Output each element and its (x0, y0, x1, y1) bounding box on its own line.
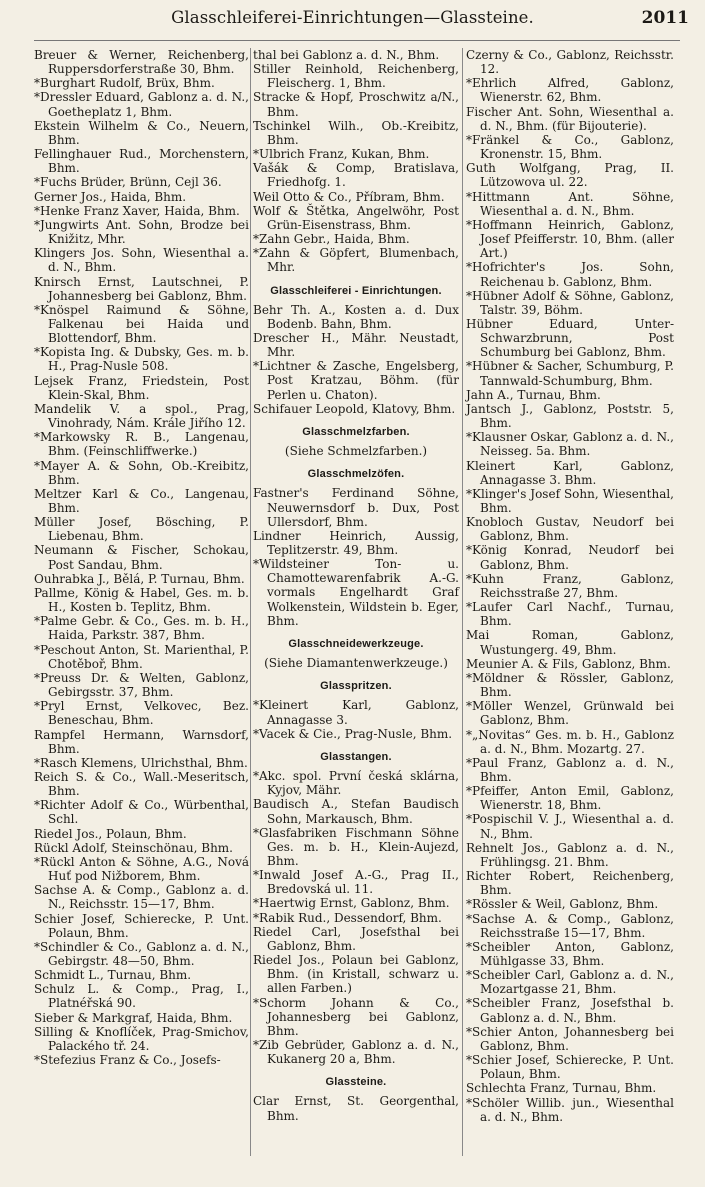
cross-reference: (Siehe Schmelzfarben.) (284, 444, 428, 459)
list-item: Stracke & Hopf, Proschwitz a/N., Bhm. (253, 90, 459, 119)
list-item: *Peschout Anton, St. Marienthal, P. Chotěboř, Bhm. (34, 642, 249, 671)
list-item: Stiller Reinhold, Reichenberg, Fleischerg. 1, Bhm. (253, 62, 459, 91)
list-item: *Jungwirts Ant. Sohn, Brodze bei Knižitz, Mhr. (34, 217, 249, 247)
header-rule (34, 40, 680, 41)
list-item: *Schindler & Co., Gablonz a. d. N., Gebirgstr. 48—50, Bhm. (34, 939, 249, 968)
list-item: Lindner Heinrich, Aussig, Teplitzerstr. 49, Bhm. (253, 528, 459, 557)
list-item: *Ulbrich Franz, Kukan, Bhm. (253, 147, 430, 162)
list-item: *Vacek & Cie., Prag-Nusle, Bhm. (253, 726, 453, 741)
list-item: Schmidt L., Turnau, Bhm. (34, 968, 192, 983)
list-item: Sachse A. & Comp., Gablonz a. d. N., Reichsstr. 15—17, Bhm. (34, 883, 249, 912)
list-item: Schier Josef, Schierecke, P. Unt. Polaun, Bhm. (34, 911, 249, 940)
list-item: Sieber & Markgraf, Haida, Bhm. (34, 1010, 233, 1025)
list-item: Gerner Jos., Haida, Bhm. (34, 189, 187, 204)
list-item: *Rössler & Weil, Gablonz, Bhm. (466, 897, 659, 912)
list-item: *Zib Gebrüder, Gablonz a. d. N., Kukanerg 20 a, Bhm. (253, 1038, 459, 1067)
list-item: *Kopista Ing. & Dubsky, Ges. m. b. H., Prag-Nusle 508. (34, 345, 249, 374)
section-heading-steine: Glassteine. (325, 1076, 387, 1089)
list-item: Baudisch A., Stefan Baudisch Sohn, Markausch, Bhm. (253, 797, 459, 826)
list-item: Knirsch Ernst, Lautschnei, P. Johannesberg bei Gablonz, Bhm. (34, 274, 249, 303)
list-item: *Rasch Klemens, Ulrichsthal, Bhm. (34, 755, 248, 770)
list-item: Clar Ernst, St. Georgenthal, Bhm. (253, 1094, 459, 1123)
list-item: *Laufer Carl Nachf., Turnau, Bhm. (466, 600, 674, 629)
list-item: Kleinert Karl, Gablonz, Annagasse 3. Bhm. (466, 458, 674, 487)
list-item: *Glasfabriken Fischmann Söhne Ges. m. b. H., Klein-Aujezd, Bhm. (253, 825, 459, 868)
list-item: *Dressler Eduard, Gablonz a. d. N., Goetheplatz 1, Bhm. (34, 90, 249, 119)
list-item: Knobloch Gustav, Neudorf bei Gablonz, Bhm. (466, 515, 674, 544)
list-item: *Markowsky R. B., Langenau, Bhm. (Feinschliffwerke.) (34, 430, 249, 459)
list-item: Wolf & Štětka, Angelwöhr, Post Grün-Eisenstrass, Bhm. (253, 203, 459, 232)
column-3 (466, 48, 674, 1124)
list-item: *Ehrlich Alfred, Gablonz, Wienerstr. 62, Bhm. (466, 76, 674, 105)
list-item: *Hofrichter's Jos. Sohn, Reichenau b. Gablonz, Bhm. (466, 260, 674, 289)
list-item: Vašák & Comp, Bratislava, Friedhofg. 1. (253, 161, 459, 190)
list-item: *Mayer A. & Sohn, Ob.-Kreibitz, Bhm. (34, 458, 249, 487)
page-number: 2011 (641, 8, 689, 28)
list-item: *Scheibler Anton, Gablonz, Mühlgasse 33, Bhm. (466, 939, 674, 968)
list-item: *Scheibler Carl, Gablonz a. d. N., Mozartgasse 21, Bhm. (466, 968, 674, 997)
section-heading-schmelzfarben: Glasschmelzfarben. (302, 425, 410, 438)
list-item: Reich S. & Co., Wall.-Meseritsch, Bhm. (34, 769, 249, 799)
list-item: *Akc. spol. První česká sklárna, Kyjov, Mähr. (253, 769, 459, 798)
list-item: *Pfeiffer, Anton Emil, Gablonz, Wienerstr. 18, Bhm. (466, 784, 674, 813)
column-2 (253, 48, 459, 1123)
list-item: Silling & Knoflíček, Prag-Smichov, Palackého tř. 24. (34, 1024, 249, 1053)
list-item: Schulz L. & Comp., Prag, I., Platnéřská 90. (34, 982, 249, 1011)
section-heading-schmelzoefen: Glasschmelzöfen. (307, 468, 405, 481)
list-item: Schifauer Leopold, Klatovy, Bhm. (253, 401, 456, 416)
list-item: *Schier Josef, Schierecke, P. Unt. Polaun, Bhm. (466, 1053, 674, 1082)
list-item: *Schöler Willib. jun., Wiesenthal a. d. N., Bhm. (466, 1095, 674, 1124)
list-item: *Hittmann Ant. Söhne, Wiesenthal a. d. N., Bhm. (466, 189, 674, 218)
list-item: Behr Th. A., Kosten a. d. Dux Bodenb. Bahn, Bhm. (253, 302, 459, 331)
list-item: *Preuss Dr. & Welten, Gablonz, Gebirgsstr. 37, Bhm. (34, 670, 249, 700)
list-item: *Wildsteiner Ton- u. Chamottewarenfabrik A.-G. vormals Engelhardt Graf Wolkenstein, Wildstein b. Eger, Bhm. (253, 557, 459, 628)
list-item: *Scheibler Franz, Josefsthal b. Gablonz a. d. N., Bhm. (466, 996, 674, 1025)
list-item: Riedel Jos., Polaun, Bhm. (34, 826, 187, 841)
list-item: Rehnelt Jos., Gablonz a. d. N., Frühlingsg. 21. Bhm. (466, 840, 674, 869)
list-item: *Rabik Rud., Dessendorf, Bhm. (253, 910, 442, 925)
list-item: Riedel Jos., Polaun bei Gablonz, Bhm. (in Kristall, schwarz u. allen Farben.) (253, 953, 459, 996)
column-divider (462, 48, 463, 1156)
list-item: *Haertwig Ernst, Gablonz, Bhm. (253, 896, 450, 911)
list-item: Jantsch J., Gablonz, Poststr. 5, Bhm. (466, 401, 674, 431)
cross-reference: (Siehe Diamantenwerkzeuge.) (264, 656, 448, 671)
list-item: Breuer & Werner, Reichenberg, Ruppersdorferstraße 30, Bhm. (34, 48, 249, 77)
list-item: Meunier A. & Fils, Gablonz, Bhm. (466, 656, 671, 671)
list-item: *„Novitas“ Ges. m. b. H., Gablonz a. d. N., Bhm. Mozartg. 27. (466, 727, 674, 756)
section-heading-einrichtungen: Glasschleiferei - Einrichtungen. (270, 284, 442, 297)
list-item: Fellinghauer Rud., Morchenstern, Bhm. (34, 147, 249, 176)
page-title: Glasschleiferei-Einrichtungen—Glassteine. (171, 8, 534, 27)
list-item: Czerny & Co., Gablonz, Reichsstr. 12. (466, 48, 674, 77)
list-item: Ouhrabka J., Bělá, P. Turnau, Bhm. (34, 571, 245, 586)
list-item: *Fränkel & Co., Gablonz, Kronenstr. 15, Bhm. (466, 132, 674, 162)
list-item: *Inwald Josef A.-G., Prag II., Bredovská ul. 11. (253, 868, 459, 897)
list-item: *Richter Adolf & Co., Würbenthal, Schl. (34, 798, 249, 827)
list-item: Müller Josef, Bösching, P. Liebenau, Bhm. (34, 515, 249, 544)
list-item: *Schier Anton, Johannesberg bei Gablonz, Bhm. (466, 1024, 674, 1053)
list-item: Hübner Eduard, Unter-Schwarzbrunn, Post Schumburg bei Gablonz, Bhm. (466, 316, 674, 360)
list-item: *Schorm Johann & Co., Johannesberg bei Gablonz, Bhm. (253, 995, 459, 1038)
list-item: Jahn A., Turnau, Bhm. (466, 387, 601, 402)
list-item: Rückl Adolf, Steinschönau, Bhm. (34, 840, 233, 855)
list-item: *Pryl Ernst, Velkovec, Bez. Beneschau, Bhm. (34, 699, 249, 728)
list-item: *Klinger's Josef Sohn, Wiesenthal, Bhm. (466, 486, 674, 515)
list-item: *Henke Franz Xaver, Haida, Bhm. (34, 203, 240, 218)
list-item: *Hübner & Sacher, Schumburg, P. Tannwald-Schumburg, Bhm. (466, 359, 674, 388)
list-item: *Knöspel Raimund & Söhne, Falkenau bei Haida und Blottendorf, Bhm. (34, 302, 249, 346)
list-item: Fischer Ant. Sohn, Wiesenthal a. d. N., Bhm. (für Bijouterie). (466, 104, 674, 133)
list-item: *Möldner & Rössler, Gablonz, Bhm. (466, 670, 674, 700)
list-item: Riedel Carl, Josefsthal bei Gablonz, Bhm. (253, 924, 459, 953)
list-item: *Zahn Gebr., Haida, Bhm. (253, 232, 410, 247)
section-heading-schneidewerkzeuge: Glasschneidewerkzeuge. (288, 637, 424, 650)
list-item: *Kuhn Franz, Gablonz, Reichsstraße 27, Bhm. (466, 571, 674, 600)
section-heading-stangen: Glasstangen. (320, 750, 392, 763)
list-item: Ekstein Wilhelm & Co., Neuern, Bhm. (34, 118, 249, 147)
section-heading-spritzen: Glasspritzen. (320, 680, 392, 693)
list-item: *König Konrad, Neudorf bei Gablonz, Bhm. (466, 543, 674, 572)
list-item: *Palme Gebr. & Co., Ges. m. b. H., Haida, Parkstr. 387, Bhm. (34, 614, 249, 643)
list-item: Rampfel Hermann, Warnsdorf, Bhm. (34, 727, 249, 756)
list-item: *Hübner Adolf & Söhne, Gablonz, Talstr. 39, Böhm. (466, 288, 674, 317)
list-item: Lejsek Franz, Friedstein, Post Klein-Skal, Bhm. (34, 373, 249, 402)
list-item: *Kleinert Karl, Gablonz, Annagasse 3. (253, 698, 459, 727)
list-item: *Stefezius Franz & Co., Josefs- (34, 1053, 221, 1068)
list-item: Pallme, König & Habel, Ges. m. b. H., Kosten b. Teplitz, Bhm. (34, 585, 249, 615)
list-item: *Zahn & Göpfert, Blumenbach, Mhr. (253, 246, 459, 275)
list-item: *Fuchs Brüder, Brünn, Cejl 36. (34, 175, 222, 190)
list-item: *Rückl Anton & Söhne, A.G., Nová Huť pod Nižborem, Bhm. (34, 854, 249, 884)
list-item: *Hoffmann Heinrich, Gablonz, Josef Pfeifferstr. 10, Bhm. (aller Art.) (466, 217, 674, 261)
list-item: thal bei Gablonz a. d. N., Bhm. (253, 48, 440, 62)
list-item: Fastner's Ferdinand Söhne, Neuwernsdorf b. Dux, Post Ullersdorf, Bhm. (253, 486, 459, 529)
list-item: Mai Roman, Gablonz, Wustungerg. 49, Bhm. (466, 628, 674, 657)
list-item: Neumann & Fischer, Schokau, Post Sandau, Bhm. (34, 543, 249, 572)
column-divider (250, 48, 251, 1156)
list-item: *Sachse A. & Comp., Gablonz, Reichsstraße 15—17, Bhm. (466, 911, 674, 940)
list-item: Richter Robert, Reichenberg, Bhm. (466, 869, 674, 898)
list-item: *Burghart Rudolf, Brüx, Bhm. (34, 76, 215, 91)
list-item: Drescher H., Mähr. Neustadt, Mhr. (253, 330, 459, 360)
list-item: Mandelik V. a spol., Prag, Vinohrady, Nám. Krále Jiřího 12. (34, 401, 249, 431)
list-item: *Möller Wenzel, Grünwald bei Gablonz, Bhm. (466, 699, 674, 728)
list-item: Weil Otto & Co., Příbram, Bhm. (253, 189, 445, 204)
list-item: Tschinkel Wilh., Ob.-Kreibitz, Bhm. (253, 118, 459, 147)
column-1 (34, 48, 249, 1067)
list-item: Meltzer Karl & Co., Langenau, Bhm. (34, 486, 249, 515)
list-item: Guth Wolfgang, Prag, II. Lützowova ul. 22. (466, 161, 674, 190)
list-item: *Paul Franz, Gablonz a. d. N., Bhm. (466, 755, 674, 784)
page-header (0, 6, 705, 36)
list-item: *Pospischil V. J., Wiesenthal a. d. N., Bhm. (466, 812, 674, 841)
list-item: Klingers Jos. Sohn, Wiesenthal a. d. N., Bhm. (34, 246, 249, 275)
list-item: Schlechta Franz, Turnau, Bhm. (466, 1081, 657, 1096)
list-item: *Klausner Oskar, Gablonz a. d. N., Neisseg. 5a. Bhm. (466, 430, 674, 459)
list-item: *Lichtner & Zasche, Engelsberg, Post Kratzau, Böhm. (für Perlen u. Chaton). (253, 359, 459, 402)
